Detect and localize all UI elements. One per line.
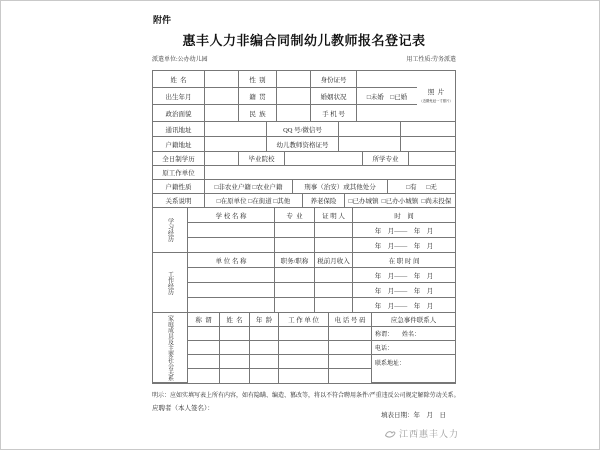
work-unit-cell — [188, 268, 275, 282]
table-row — [153, 180, 455, 194]
family-age-header: 年 龄 — [250, 313, 279, 326]
footer-note: 明示：应如实填写表上所有内容，如有隐瞒、编造、篡改等，将以不符合聘用条件/严重违反公司规定解除劳动关系。 — [152, 393, 460, 399]
hukou-type-label: 户籍性质 — [153, 180, 205, 193]
work-time-cell: 年 月—— 年 月 — [374, 272, 434, 280]
emergency-phone-line: 电话： — [372, 341, 455, 355]
work-unit-cell — [188, 298, 275, 312]
political-label: 政治面貌 — [153, 105, 205, 121]
family-phone-cell — [329, 327, 372, 340]
family-relation-cell — [188, 369, 220, 383]
work-income-header: 税前月收入 — [315, 253, 353, 267]
family-phone-header: 电 话 号 码 — [329, 313, 372, 326]
former-employer-label: 原工作单位 — [153, 166, 205, 179]
birth-label: 出生年月 — [153, 88, 205, 104]
dispatch-unit-label: 派遣单位:公办幼儿园 — [152, 57, 208, 63]
table-row — [153, 194, 455, 208]
family-name-cell — [220, 341, 250, 354]
employment-type-label: 用工性质:劳务派遣 — [406, 57, 456, 63]
name-label: 姓 名 — [153, 71, 205, 87]
address-value-cell — [205, 122, 267, 136]
qq-wechat-value-cell — [339, 122, 401, 136]
major-label: 所学专业 — [363, 152, 409, 165]
study-school-cell — [188, 223, 275, 237]
photo-note: （近期免冠一寸照片） — [419, 99, 453, 104]
work-unit-cell — [188, 283, 275, 297]
work-time-cell: 年 月—— 年 月 — [374, 287, 434, 295]
photo-title: 照 片 — [427, 89, 445, 96]
mobile-value-cell — [357, 105, 417, 121]
residence-value-cell — [205, 137, 267, 151]
mobile-label: 手 机 号 — [311, 105, 357, 121]
marital-options: □未婚 □已婚 — [366, 93, 408, 101]
logo-text: 江西惠丰人力 — [398, 429, 459, 439]
work-income-cell — [315, 268, 353, 282]
family-age-cell — [250, 369, 279, 383]
family-row — [188, 355, 372, 369]
teacher-cert-label: 幼儿教师资格证号 — [267, 137, 339, 151]
native-place-label: 籍 贯 — [239, 88, 277, 104]
family-relation-cell — [188, 355, 220, 368]
work-title-header: 职务/职称 — [275, 253, 315, 267]
teacher-cert-value-cell — [339, 137, 401, 151]
study-major-cell — [275, 238, 315, 252]
emergency-name-line: 称谓： 姓名： — [372, 327, 455, 341]
family-unit-header: 工 作 单 位 — [279, 313, 329, 326]
table-row — [153, 71, 417, 88]
gender-value-cell — [277, 71, 311, 87]
applicant-signature-label: 应聘者（本人签名）： — [152, 405, 214, 412]
family-section-label: 家庭成员及主要社会关系 — [153, 313, 188, 383]
study-time-cell: 年 月—— 年 月 — [374, 227, 434, 235]
family-unit-cell — [279, 327, 329, 340]
school-label: 毕业院校 — [239, 152, 285, 165]
family-name-cell — [220, 355, 250, 368]
hukou-options: □非农业户籍 □农业户籍 — [205, 180, 293, 193]
ethnicity-label: 民 族 — [239, 105, 277, 121]
study-time-cell: 年 月—— 年 月 — [374, 242, 434, 250]
work-row — [188, 283, 455, 298]
address-label: 通讯地址 — [153, 122, 205, 136]
criminal-label: 刑事（治安）或其他处分 — [293, 180, 388, 193]
form-meta — [152, 54, 456, 63]
family-relation-header: 称 谓 — [188, 313, 220, 326]
table-row — [153, 152, 455, 166]
relation-label: 关系说明 — [153, 194, 205, 207]
work-row — [188, 298, 455, 313]
work-time-header: 在 职 时 间 — [388, 257, 420, 265]
study-header-row — [188, 208, 455, 223]
former-employer-value-cell — [205, 166, 455, 179]
criminal-options: □有 □无 — [406, 184, 437, 191]
table-row — [153, 122, 455, 137]
work-time-cell: 年 月—— 年 月 — [374, 302, 434, 310]
family-name-cell — [220, 369, 250, 383]
table-row — [153, 166, 455, 180]
empty-cell — [401, 137, 455, 151]
relation-options: □在原单位 □在街道 □其他 — [205, 194, 303, 207]
photo-cell — [417, 71, 455, 122]
political-value-cell — [205, 105, 239, 121]
work-unit-header: 单 位 名 称 — [188, 253, 275, 267]
form-title: 惠丰人力非编合同制幼儿教师报名登记表 — [182, 33, 426, 48]
family-age-cell — [250, 355, 279, 368]
family-row — [188, 341, 372, 355]
family-row — [188, 327, 372, 341]
work-title-cell — [275, 268, 315, 282]
study-section-label: 学习经历 — [153, 208, 188, 253]
major-value-cell — [409, 152, 455, 165]
family-phone-cell — [329, 355, 372, 368]
table-row — [153, 137, 455, 152]
family-relation-cell — [188, 327, 220, 340]
family-header-row — [188, 313, 455, 327]
attachment-label: 附件 — [153, 15, 172, 25]
family-age-cell — [250, 327, 279, 340]
study-school-header: 学 校 名 称 — [188, 208, 275, 222]
study-row — [188, 223, 455, 238]
study-witness-header: 证 明 人 — [315, 208, 353, 222]
company-logo — [384, 427, 459, 440]
empty-cell — [401, 122, 455, 136]
study-witness-cell — [315, 223, 353, 237]
id-number-label: 身份证号 — [311, 71, 357, 87]
study-major-cell — [275, 223, 315, 237]
family-unit-cell — [279, 341, 329, 354]
gender-label: 性 别 — [239, 71, 277, 87]
work-income-cell — [315, 283, 353, 297]
native-place-value-cell — [277, 88, 311, 104]
registration-table — [152, 70, 456, 384]
signature-row — [152, 403, 456, 426]
work-header-row — [188, 253, 455, 268]
residence-label: 户籍地址 — [153, 137, 205, 151]
study-school-cell — [188, 238, 275, 252]
birth-value-cell — [205, 88, 239, 104]
logo-icon — [384, 428, 396, 440]
work-title-cell — [275, 283, 315, 297]
family-name-header: 姓 名 — [220, 313, 250, 326]
marital-label: 婚姻状况 — [311, 88, 357, 104]
work-income-cell — [315, 298, 353, 312]
pension-label: 养老保险 — [303, 194, 345, 207]
work-row — [188, 268, 455, 283]
family-unit-cell — [279, 369, 329, 383]
family-unit-cell — [279, 355, 329, 368]
pension-options: □已办城镇 □已办小城镇 □尚未投保 — [348, 198, 452, 205]
family-age-cell — [250, 341, 279, 354]
study-major-header: 专 业 — [275, 208, 315, 222]
work-section-label: 工作经历 — [153, 253, 188, 313]
name-value-cell — [205, 71, 239, 87]
table-row — [153, 105, 417, 122]
id-number-value-cell — [357, 71, 417, 87]
study-time-header: 时 间 — [394, 212, 414, 220]
emergency-contact-header: 应急事件联系人 — [390, 317, 437, 324]
ethnicity-value-cell — [277, 105, 311, 121]
family-phone-cell — [329, 369, 372, 383]
education-label: 全日制学历 — [153, 152, 205, 165]
emergency-address-line: 联系地址： — [372, 355, 455, 383]
study-row — [188, 238, 455, 253]
qq-wechat-label: QQ 号/微信号 — [267, 122, 339, 136]
school-value-cell — [285, 152, 363, 165]
family-name-cell — [220, 327, 250, 340]
study-witness-cell — [315, 238, 353, 252]
education-value-cell — [205, 152, 239, 165]
work-title-cell — [275, 298, 315, 312]
family-phone-cell — [329, 341, 372, 354]
table-row — [153, 88, 417, 105]
date-label: 填表日期： — [381, 412, 414, 419]
family-relation-cell — [188, 341, 220, 354]
family-row — [188, 369, 372, 383]
date-group — [371, 403, 446, 426]
date-value: 年 月 日 — [413, 412, 446, 419]
